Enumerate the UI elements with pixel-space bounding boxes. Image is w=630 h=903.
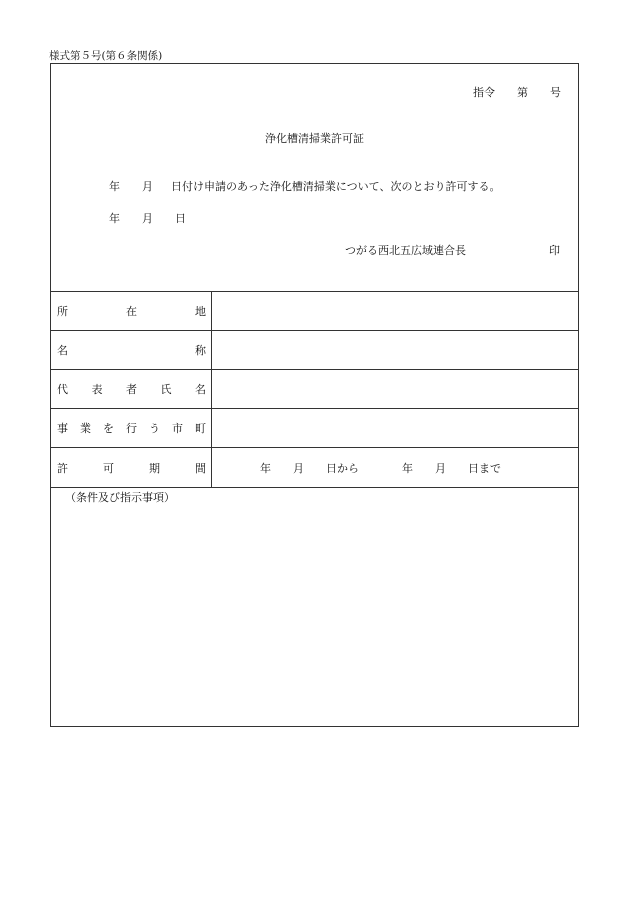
- label-char: 町: [195, 422, 206, 435]
- label-location: [51, 292, 212, 330]
- period-day-from: 日から: [326, 461, 359, 475]
- label-char: 事: [57, 422, 68, 435]
- label-char: 地: [195, 305, 206, 318]
- label-char: 称: [195, 344, 206, 357]
- value-municipality[interactable]: [212, 409, 578, 447]
- permit-form: [50, 63, 579, 727]
- label-char: 期: [149, 461, 160, 475]
- period-year-from: 年: [260, 461, 271, 475]
- label-char: 在: [126, 305, 137, 318]
- value-representative[interactable]: [212, 370, 578, 408]
- period-month-from: 月: [293, 461, 304, 475]
- label-char: 許: [57, 461, 68, 475]
- label-representative: [51, 370, 212, 408]
- order-prefix: 指令: [473, 86, 495, 99]
- row-representative: [51, 370, 578, 409]
- application-month: 月: [142, 180, 153, 193]
- order-middle: 第: [517, 86, 528, 99]
- value-name[interactable]: [212, 331, 578, 369]
- row-municipality: [51, 409, 578, 448]
- label-char: 表: [91, 383, 103, 396]
- certificate-title: 浄化槽清掃業許可証: [265, 132, 364, 145]
- period-day-to: 日まで: [468, 461, 501, 475]
- issue-date-line: [109, 210, 186, 226]
- period-month-to: 月: [435, 461, 446, 475]
- issuer-name: つがる西北五広域連合長: [345, 244, 466, 257]
- label-char: 間: [195, 461, 206, 475]
- form-code: 様式第５号(第６条関係): [49, 50, 163, 62]
- period-year-to: 年: [402, 461, 413, 475]
- label-char: 氏: [160, 383, 172, 396]
- order-suffix: 号: [550, 86, 561, 99]
- application-line: [109, 178, 500, 194]
- label-period: [51, 448, 212, 487]
- issue-year: 年: [109, 212, 120, 225]
- label-char: を: [103, 422, 114, 435]
- label-char: 市: [172, 422, 183, 435]
- row-location: [51, 292, 578, 331]
- label-char: う: [149, 422, 160, 435]
- label-municipality: [51, 409, 212, 447]
- issue-day: 日: [175, 212, 186, 225]
- order-number: [473, 84, 561, 100]
- label-char: 者: [126, 383, 137, 396]
- label-char: 名: [57, 344, 68, 357]
- issue-month: 月: [142, 212, 153, 225]
- details-table: [51, 291, 578, 488]
- label-char: 名: [195, 383, 206, 396]
- application-text: 日付け申請のあった浄化槽清掃業について、次のとおり許可する。: [171, 180, 501, 193]
- label-name: [51, 331, 212, 369]
- label-char: 行: [126, 422, 137, 435]
- label-char: 業: [80, 422, 91, 435]
- label-char: 所: [57, 305, 68, 318]
- row-name: [51, 331, 578, 370]
- value-period[interactable]: [212, 448, 578, 487]
- conditions-label: （条件及び指示事項）: [65, 491, 175, 504]
- seal-mark: 印: [549, 244, 560, 257]
- application-year: 年: [109, 180, 120, 193]
- row-period: [51, 448, 578, 488]
- label-char: 可: [103, 461, 114, 475]
- value-location[interactable]: [212, 292, 578, 330]
- label-char: 代: [57, 383, 68, 396]
